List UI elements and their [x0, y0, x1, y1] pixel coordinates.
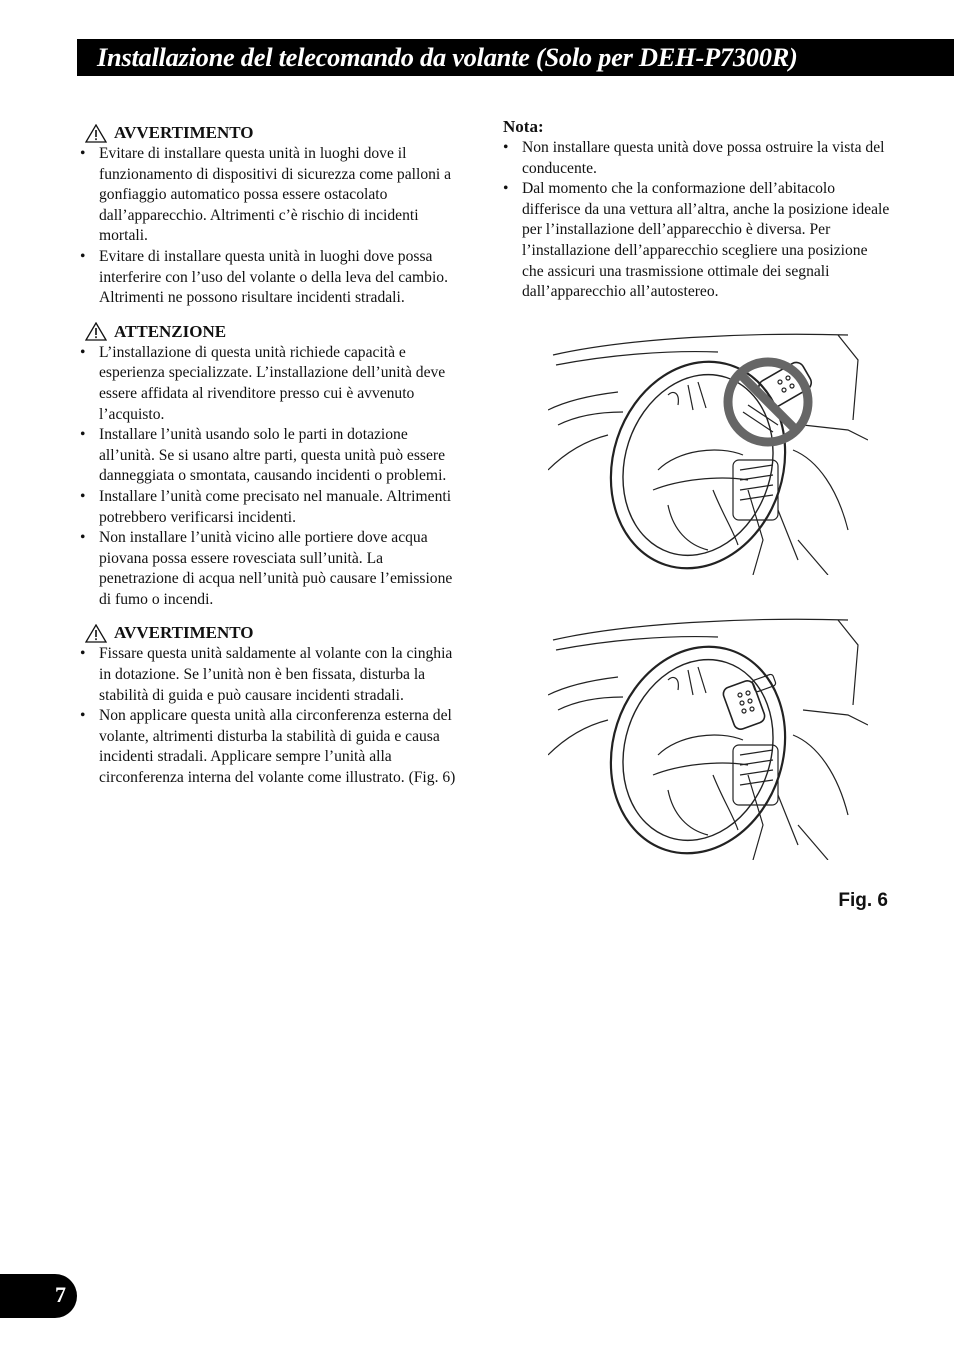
- list-item: • Evitare di installare questa unità in luoghi dove possa interferire con l’uso del volante o della leva del cambio. Altrimenti ne possono risultare incidenti stradali.: [80, 247, 465, 309]
- section-heading-text: AVVERTIMENTO: [114, 623, 254, 643]
- list-item: • Installare l’unità come precisato nel manuale. Altrimenti potrebbero verificarsi incidenti.: [80, 487, 465, 528]
- bullet-list: [80, 144, 465, 309]
- list-item: • Non installare l’unità vicino alle portiere dove acqua piovana possa essere rovesciata sull’unità. La penetrazione di acqua nell’unità può causare l’emissione di fumo o incendi.: [80, 528, 465, 610]
- page-title: Installazione del telecomando da volante (Solo per DEH-P7300R): [97, 42, 798, 72]
- warning-triangle-icon: [85, 124, 107, 143]
- warning-section-1: [80, 122, 465, 309]
- prohibited-icon: [728, 362, 808, 442]
- right-column: [503, 116, 893, 303]
- section-heading: [80, 321, 465, 343]
- warning-triangle-icon: [85, 322, 107, 341]
- left-column: [80, 122, 465, 801]
- steering-wheel-illustration-correct: [548, 615, 868, 860]
- section-heading-text: ATTENZIONE: [114, 321, 227, 341]
- caution-section: [80, 321, 465, 611]
- bullet-list: [80, 343, 465, 611]
- section-heading-text: AVVERTIMENTO: [114, 123, 254, 142]
- warning-section-2: [80, 622, 465, 788]
- note-heading: Nota:: [503, 117, 544, 136]
- title-bar: [77, 39, 954, 76]
- section-heading: [80, 622, 465, 644]
- list-item: • L’installazione di questa unità richiede capacità e esperienza specializzate. L’installazione dell’unità deve essere affidata al rivenditore presso cui è avvenuto l’acquisto.: [80, 343, 465, 425]
- warning-triangle-icon: [85, 624, 107, 643]
- list-item: • Non applicare questa unità alla circonferenza esterna del volante, altrimenti disturba la stabilità di guida e causa incidenti stradali. Applicare sempre l’unità alla circonferenza interna del volante come illustrato. (Fig. 6): [80, 706, 465, 788]
- page-number-tab: [0, 1274, 77, 1318]
- list-item: • Non installare questa unità dove possa ostruire la vista del conducente.: [503, 138, 893, 179]
- list-item: • Installare l’unità usando solo le parti in dotazione all’unità. Se si usano altre parti, questa unità può essere danneggiata o smontata, causando incidenti o problemi.: [80, 425, 465, 487]
- figure-caption: Fig. 6: [838, 890, 888, 911]
- section-heading: [80, 122, 465, 144]
- list-item: • Evitare di installare questa unità in luoghi dove il funzionamento di dispositivi di sicurezza come palloni a gonfiaggio automatico possa essere ostacolato dall’apparecchio. Altrimenti c’è rischio di incidenti mortali.: [80, 144, 465, 247]
- steering-wheel-illustration-incorrect: [548, 330, 868, 575]
- list-item: • Fissare questa unità saldamente al volante con la cinghia in dotazione. Se l’unità non è ben fissata, disturba la stabilità di guida e può causare incidenti stradali.: [80, 644, 465, 706]
- page-number: 7: [55, 1282, 66, 1307]
- bullet-list: [80, 644, 465, 788]
- list-item: • Dal momento che la conformazione dell’abitacolo differisce da una vettura all’altra, anche la posizione ideale per l’installazione dell’apparecchio è diversa. Per l’installazione dell’apparecchio scegliere una posizione che assicuri una trasmissione ottimale dei segnali dall’apparecchio all’autostereo.: [503, 179, 893, 303]
- note-list: [503, 138, 893, 303]
